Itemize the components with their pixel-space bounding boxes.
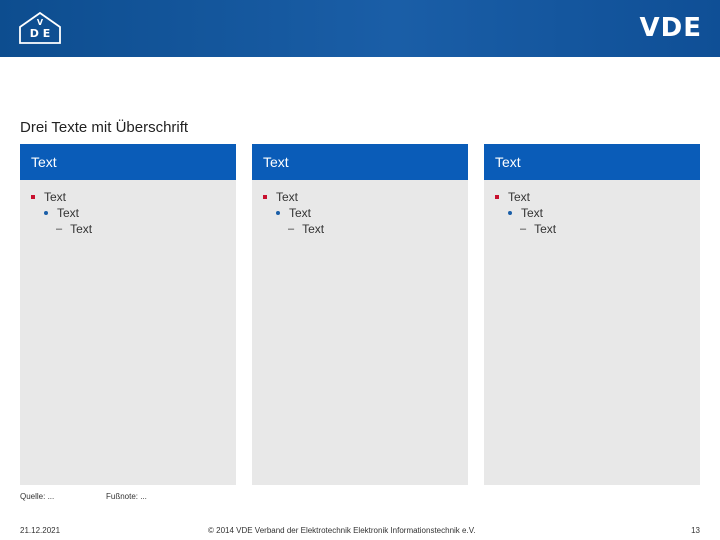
round-bullet-icon [44,211,48,215]
square-bullet-icon [31,195,35,199]
dash-bullet-icon: – [288,223,295,235]
dash-bullet-icon: – [56,223,63,235]
bullet-level-2 [276,205,468,221]
bullet-level-3 [56,221,236,237]
round-bullet-icon [276,211,280,215]
bullet-level-3 [520,221,700,237]
text-column-2 [252,144,468,485]
page-number: 13 [691,526,700,535]
bullet-text: Text [276,190,299,204]
footer-copyright: © 2014 VDE Verband der Elektrotechnik Elektronik Informationstechnik e.V. [208,526,476,535]
vde-mark-logo [18,11,62,45]
bullet-text: Text [70,222,93,236]
svg-text:D E: D E [29,27,51,40]
header-bar [0,0,720,57]
footnote: Fußnote: ... [106,492,147,501]
bullet-level-2 [508,205,700,221]
bullet-text: Text [534,222,557,236]
column-heading: Text [484,144,700,180]
square-bullet-icon [263,195,267,199]
column-body [252,180,468,237]
dash-bullet-icon: – [520,223,527,235]
bullet-level-1 [31,189,236,205]
svg-text:V: V [36,18,44,27]
slide-title: Drei Texte mit Überschrift [20,119,189,136]
column-body [20,180,236,237]
bullet-level-1 [495,189,700,205]
bullet-level-1 [263,189,468,205]
column-heading: Text [252,144,468,180]
text-column-1 [20,144,236,485]
vde-wordmark-logo: VDE [639,13,702,43]
bullet-text: Text [508,190,531,204]
text-column-3 [484,144,700,485]
bullet-text: Text [57,206,80,220]
column-body [484,180,700,237]
footer-date: 21.12.2021 [20,526,61,535]
bullet-text: Text [521,206,544,220]
bullet-text: Text [44,190,67,204]
source-note: Quelle: ... [20,492,55,501]
bullet-text: Text [289,206,312,220]
square-bullet-icon [495,195,499,199]
round-bullet-icon [508,211,512,215]
bullet-text: Text [302,222,325,236]
bullet-level-2 [44,205,236,221]
column-heading: Text [20,144,236,180]
bullet-level-3 [288,221,468,237]
